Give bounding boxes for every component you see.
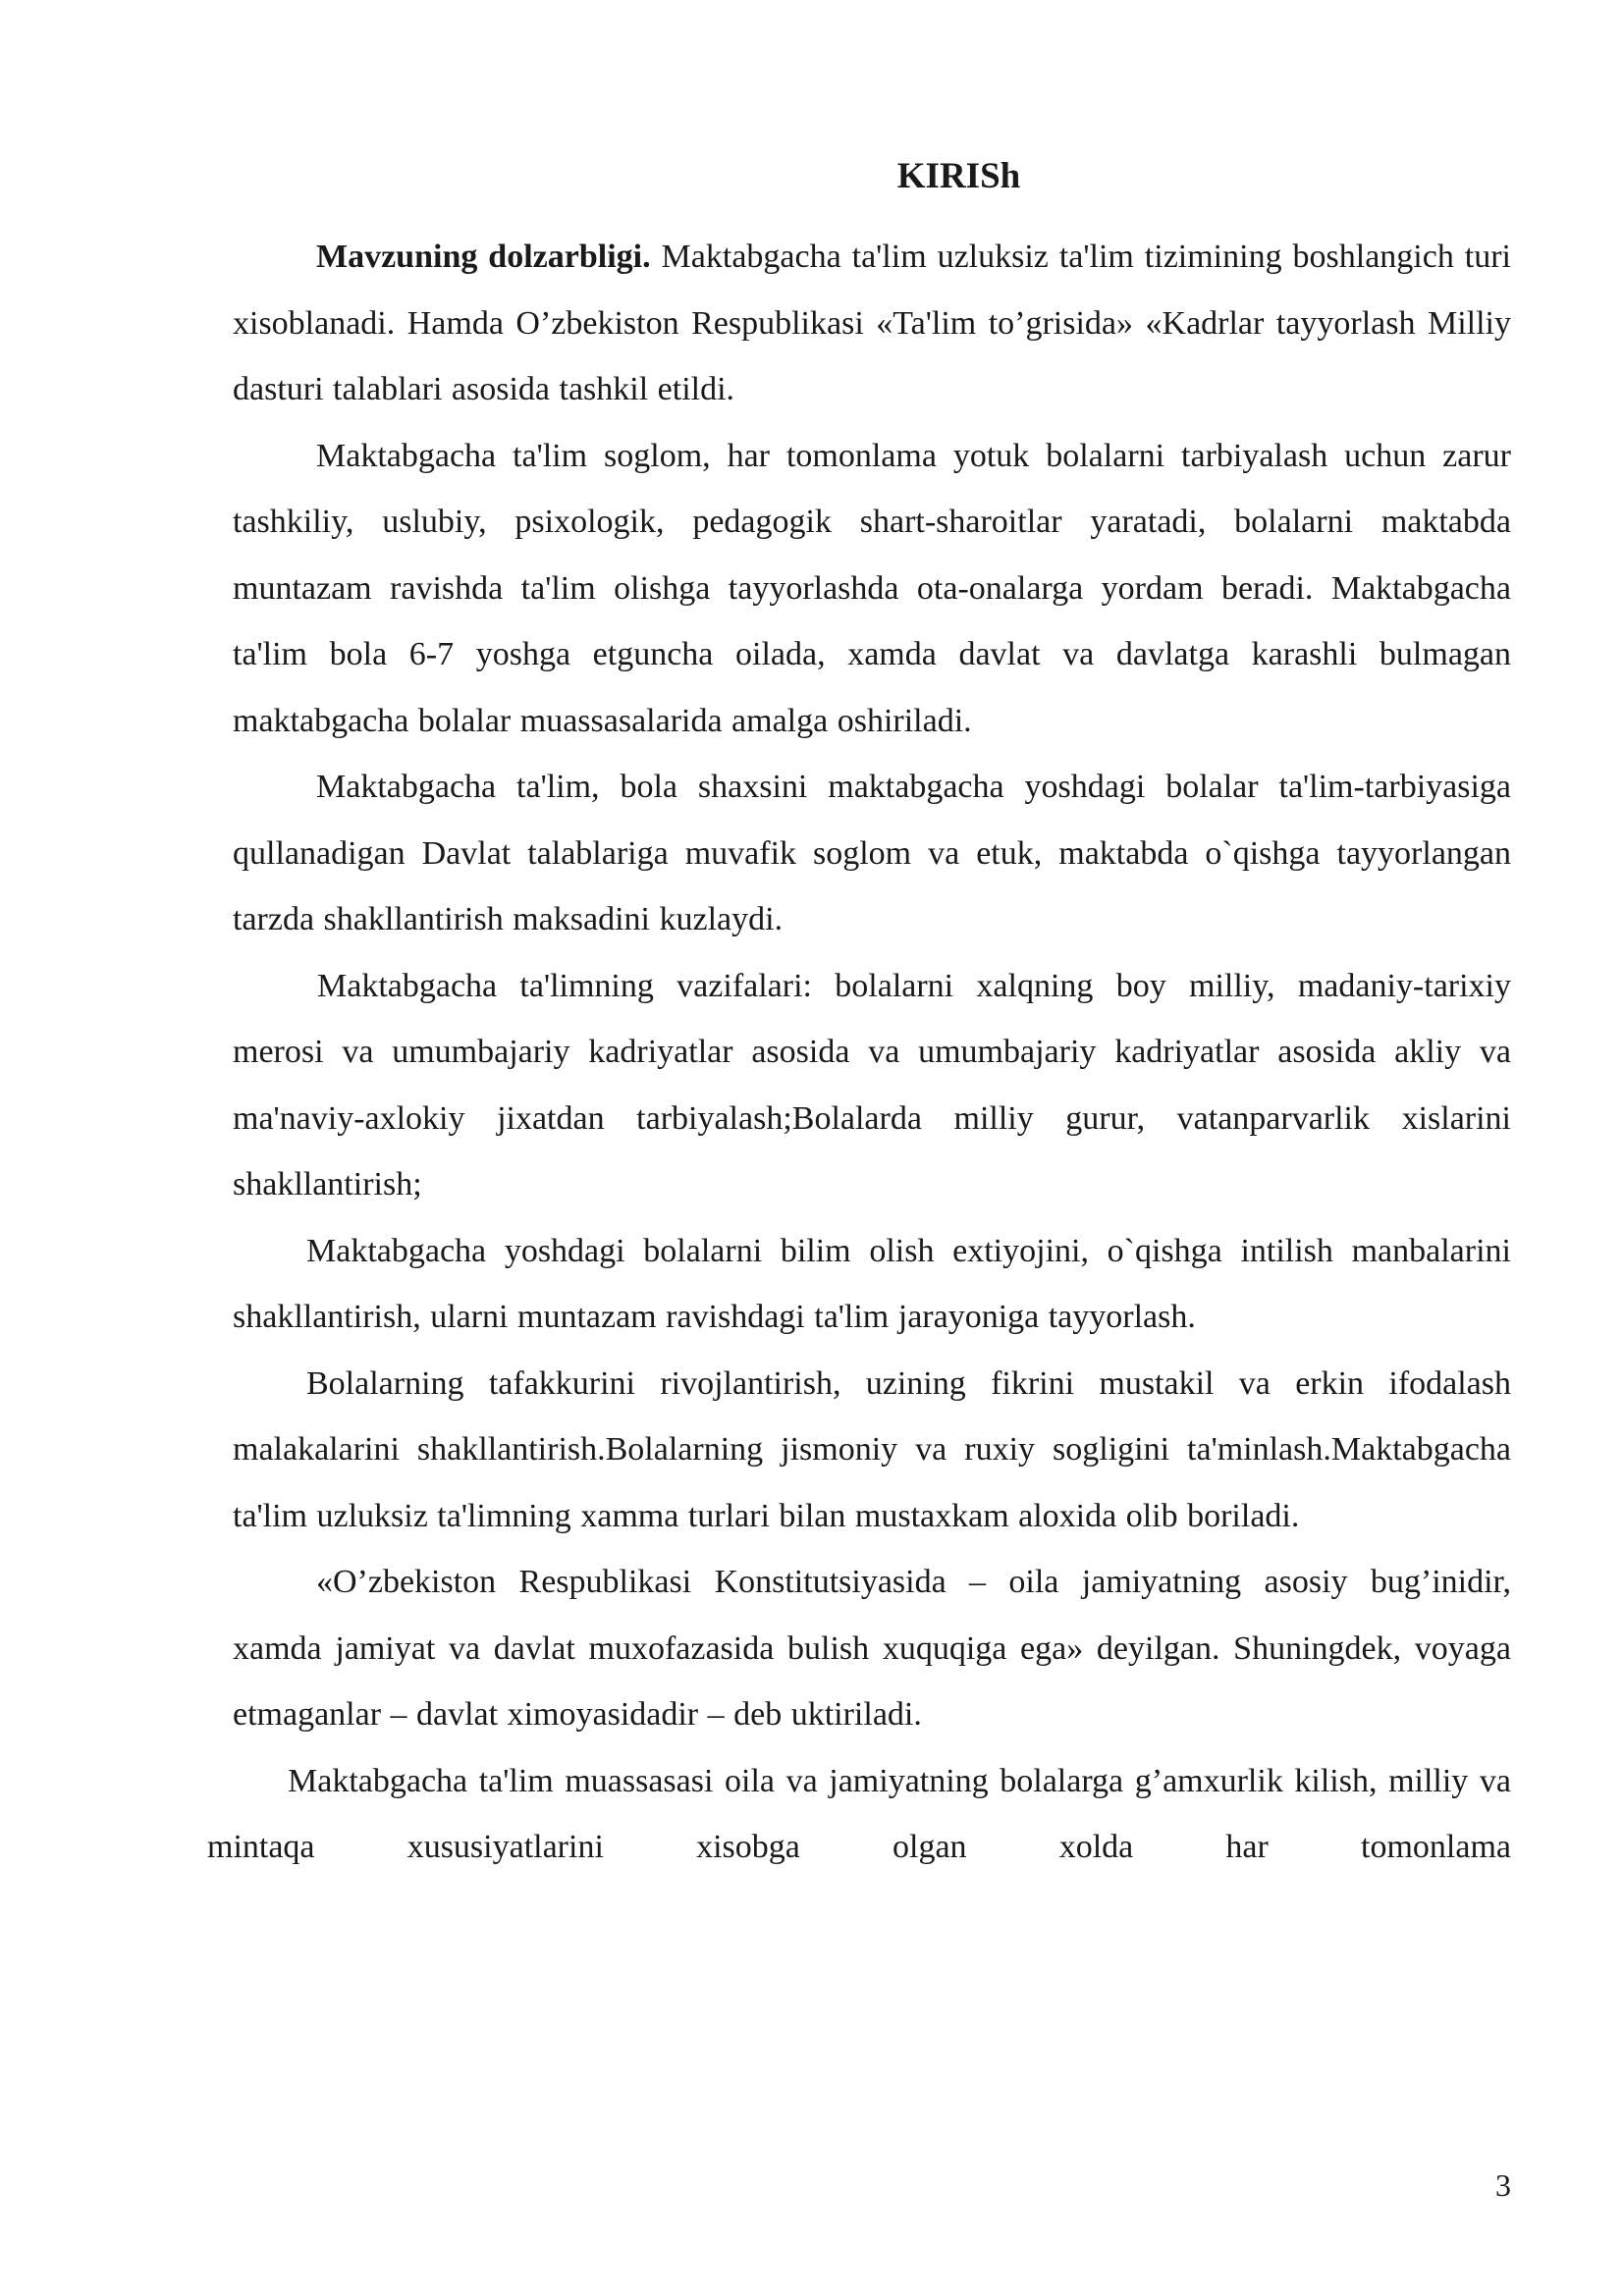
paragraph: Maktabgacha ta'lim muassasasi oila va jamiyatning bolalarga g’amxurlik kilish, milliy va mintaqa xususiyatlarini xisobga olgan xolda har tomonlama	[207, 1762, 1511, 1865]
paragraph: Maktabgacha ta'lim soglom, har tomonlama yotuk bolalarni tarbiyalash uchun zarur tashkiliy, uslubiy, psixologik, pedagogik shart-sharoitlar yaratadi, bolalarni maktabda muntazam ravishda ta'lim olishga tayyorlashda ota-onalarga yordam beradi. Maktabgacha ta'lim bola 6-7 yoshga etguncha oilada, xamda davlat va davlatga karashli bulmagan maktabgacha bolalar muassasalarida amalga oshiriladi.	[233, 437, 1511, 739]
paragraph: Bolalarning tafakkurini rivojlantirish, uzining fikrini mustakil va erkin ifodalash malakalarini shakllantirish.Bolalarning jismoniy va ruxiy sogligini ta'minlash.Maktabgacha ta'lim uzluksiz ta'limning xamma turlari bilan mustaxkam aloxida olib boriladi.	[233, 1364, 1511, 1534]
body-text	[207, 224, 1511, 1881]
page-title: KIRISh	[896, 156, 1021, 196]
paragraph: Maktabgacha ta'lim, bola shaxsini maktabgacha yoshdagi bolalar ta'lim-tarbiyasiga qullanadigan Davlat talablariga muvafik soglom va etuk, maktabda o`qishga tayyorlangan tarzda shakllantirish maksadini kuzlaydi.	[233, 769, 1511, 937]
paragraph: Maktabgacha ta'limning vazifalari: bolalarni xalqning boy milliy, madaniy-tarixiy merosi va umumbajariy kadriyatlar asosida va umumbajariy kadriyatlar asosida akliy va ma'naviy-axlokiy jixatdan tarbiyalash;Bolalarda milliy gurur, vatanparvarlik xislarini shakllantirish;	[233, 967, 1511, 1202]
page-number: 3	[1495, 2167, 1511, 2203]
paragraph: Maktabgacha yoshdagi bolalarni bilim olish extiyojini, o`qishga intilish manbalarini shakllantirish, ularni muntazam ravishdagi ta'lim jarayoniga tayyorlash.	[233, 1232, 1511, 1335]
paragraph-lead: Mavzuning dolzarbligi.	[316, 239, 651, 275]
paragraph-text: Maktabgacha ta'lim uzluksiz ta'lim tizimining boshlangich turi xisoblanadi. Hamda O’zbekiston Respublikasi «Ta'lim to’grisida» «Kadrlar tayyorlash Milliy dasturi talablari asosida tashkil etildi.	[233, 239, 1511, 407]
paragraph: «O’zbekiston Respublikasi Konstitutsiyasida – oila jamiyatning asosiy bug’inidir, xamda jamiyat va davlat muxofazasida bulish xuquqiga ega» deyilgan. Shuningdek, voyaga etmaganlar – davlat ximoyasidadir – deb uktiriladi.	[233, 1564, 1511, 1733]
paragraph-relevance	[233, 224, 1511, 423]
